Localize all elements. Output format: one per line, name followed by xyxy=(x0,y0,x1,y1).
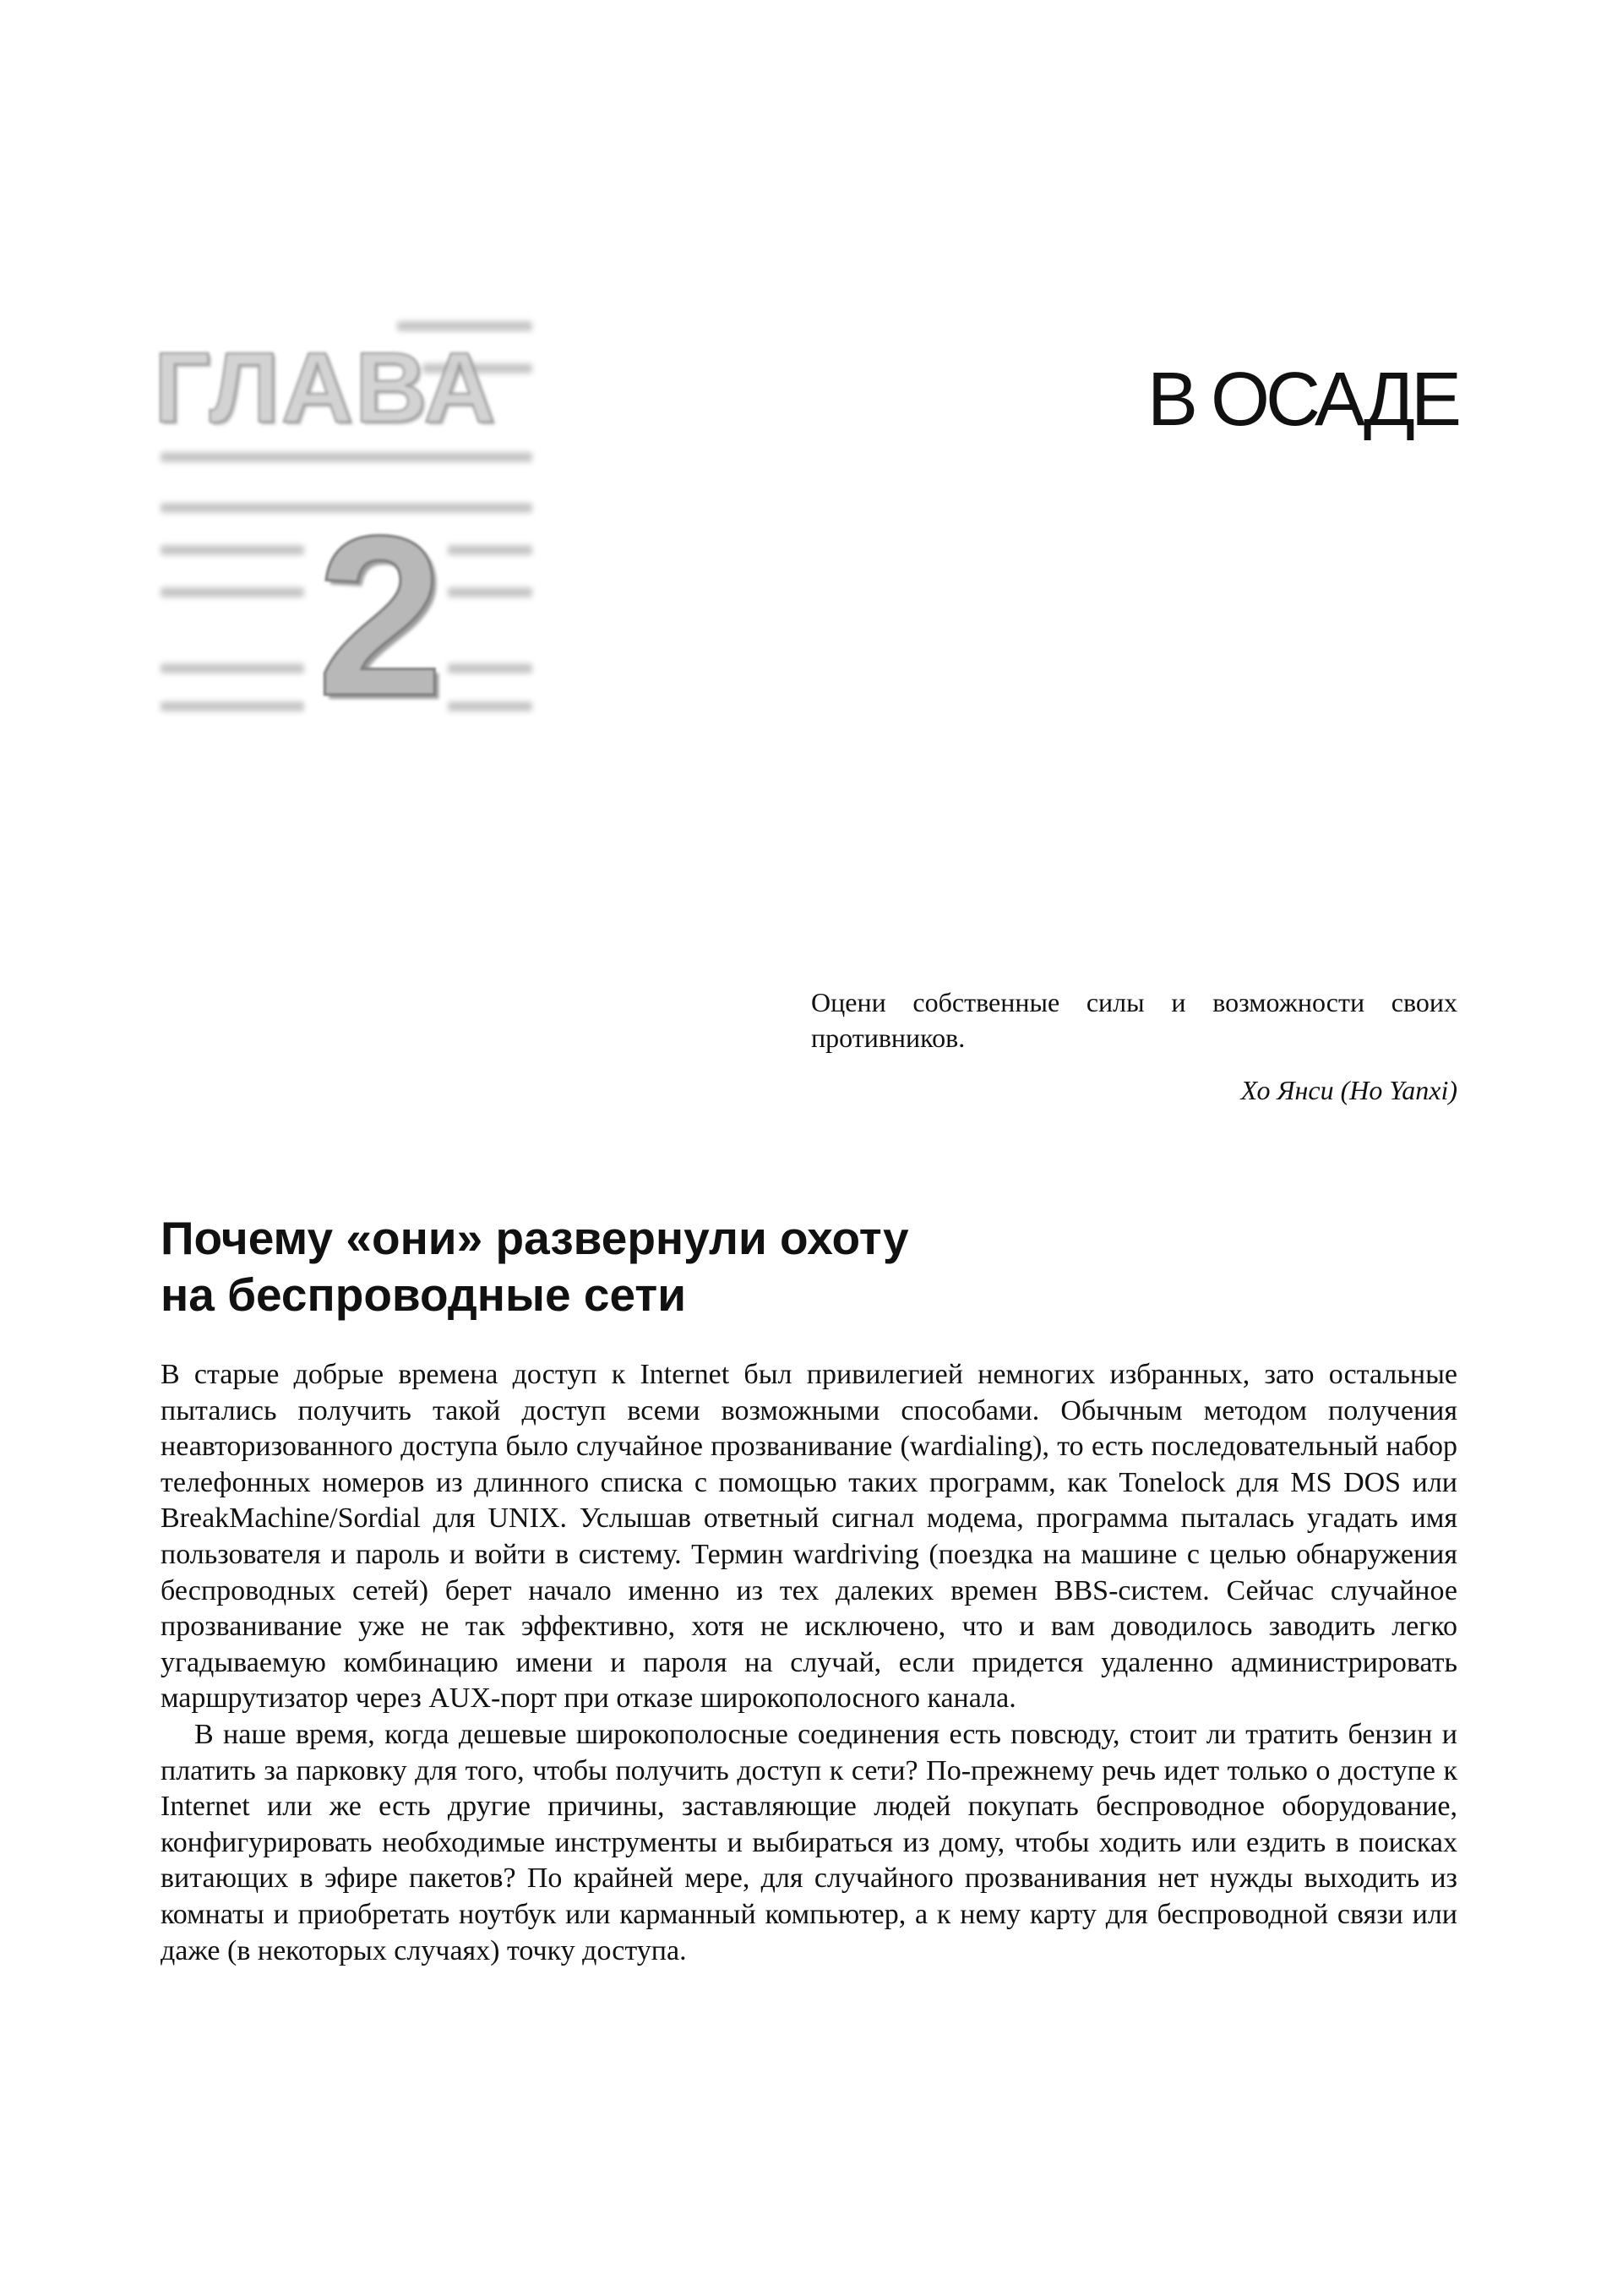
epigraph-author: Хо Янси (Ho Yanxi) xyxy=(1240,1075,1457,1105)
chapter-label: ГЛАВА xyxy=(154,332,498,444)
epigraph-text: Оцени собственные силы и возможности своих противников. xyxy=(811,987,1457,1053)
section-heading-line-1: Почему «они» развернули охоту xyxy=(161,1212,909,1264)
section-heading xyxy=(161,1210,1174,1323)
chapter-number: 2 xyxy=(317,489,444,744)
paragraph: В наше время, когда дешевые широкополосные соединения есть повсюду, стоит ли тратить бензин и платить за парковку для того, чтобы получить доступ к сети? По-прежнему речь идет только о доступе к Internet или же есть другие причины, заставляющие людей покупать беспроводное оборудование, конфигурировать необходимые инструменты и выбираться из дому, чтобы ходить или ездить в поисках витающих в эфире пакетов? По крайней мере, для случайного прозванивания нет нужды выходить из комнаты и приобретать ноутбук или карманный компьютер, а к нему карту для беспроводной связи или даже (в некоторых случаях) точку доступа. xyxy=(161,1718,1457,1966)
paragraph: В старые добрые времена доступ к Internet был привилегией немногих избранных, зато остальные пытались получить такой доступ всеми возможными способами. Обычным методом получения неавторизованного доступа было случайное прозванивание (wardialing), то есть последовательный набор телефонных номеров из длинного списка с помощью таких программ, как Tonelock для MS DOS или BreakMachine/Sordial для UNIX. Услышав ответный сигнал модема, программа пыталась угадать имя пользователя и пароль и войти в систему. Термин wardriving (поездка на машине с целью обнаружения беспроводных сетей) берет начало именно из тех далеких времен BBS-систем. Сейчас случайное прозванивание уже не так эффективно, хотя не исключено, что и вам доводилось заводить легко угадываемую комбинацию имени и пароля на случай, если придется удаленно администрировать маршрутизатор через AUX-порт при отказе широкополосного канала. xyxy=(161,1359,1457,1715)
epigraph xyxy=(811,984,1457,1108)
body-text xyxy=(161,1357,1457,1969)
chapter-badge xyxy=(144,304,541,744)
section-heading-line-2: на беспроводные сети xyxy=(161,1268,687,1321)
chapter-title: В ОСАДЕ xyxy=(1146,357,1457,442)
